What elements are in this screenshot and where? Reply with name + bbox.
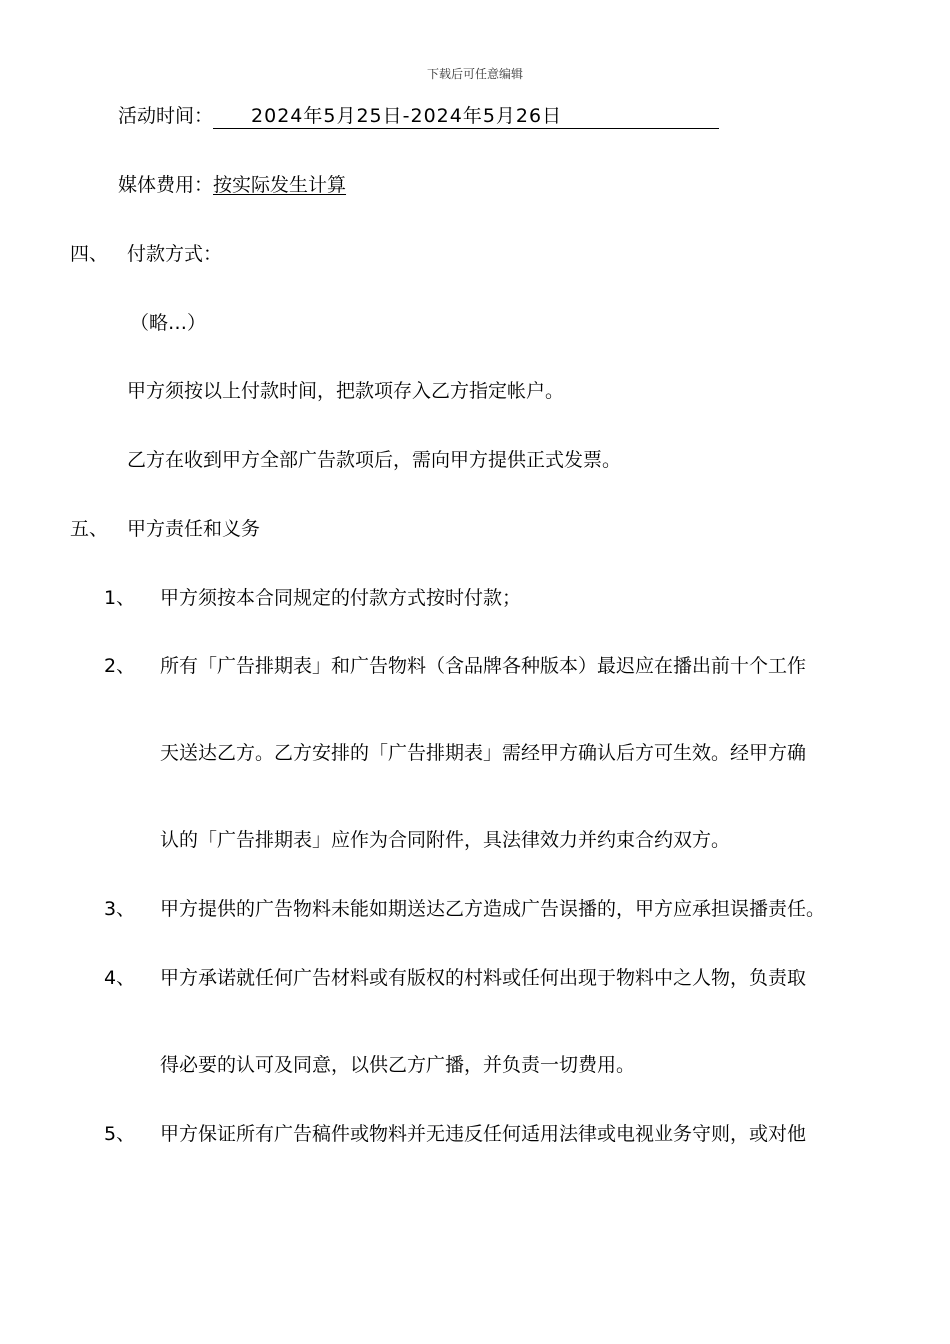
section-5-number: 五、 [70,518,109,540]
list-item-text: 甲方提供的广告物料未能如期送达乙方造成广告误播的，甲方应承担误播责任。 [160,898,826,920]
list-item-number: 4、 [104,967,136,989]
activity-time-row [118,107,719,129]
list-item-text: 甲方承诺就任何广告材料或有版权的村料或任何出现于物料中之人物，负责取 [160,967,807,989]
list-item-number: 3、 [104,898,136,920]
list-item-text: 甲方保证所有广告稿件或物料并无违反任何适用法律或电视业务守则，或对他 [160,1123,807,1145]
activity-time-label: 活动时间： [118,105,214,127]
section-4-number: 四、 [70,243,109,265]
section-4-title: 付款方式： [127,243,223,265]
list-item-number: 2、 [104,655,136,677]
section-4-line: 甲方须按以上付款时间，把款项存入乙方指定帐户。 [127,380,565,402]
list-item-number: 1、 [104,587,136,609]
list-item-text: 所有「广告排期表」和广告物料（含品牌各种版本）最迟应在播出前十个工作 [160,655,807,677]
activity-time-value: 2024年5月25日-2024年5月26日 [213,107,719,129]
media-fee-label: 媒体费用： [118,174,214,196]
section-4-line: （略…） [130,312,207,334]
section-4-line: 乙方在收到甲方全部广告款项后，需向甲方提供正式发票。 [127,449,622,471]
media-fee-row [118,176,346,195]
list-item-text: 甲方须按本合同规定的付款方式按时付款； [160,587,522,609]
list-item-text: 得必要的认可及同意，以供乙方广播，并负责一切费用。 [160,1054,636,1076]
section-5-title: 甲方责任和义务 [127,518,261,540]
media-fee-value: 按实际发生计算 [213,174,347,196]
list-item-number: 5、 [104,1123,136,1145]
page-header-note: 下载后可任意编辑 [426,67,523,81]
list-item-text: 认的「广告排期表」应作为合同附件，具法律效力并约束合约双方。 [160,829,731,851]
list-item-text: 天送达乙方。乙方安排的「广告排期表」需经甲方确认后方可生效。经甲方确 [160,742,807,764]
